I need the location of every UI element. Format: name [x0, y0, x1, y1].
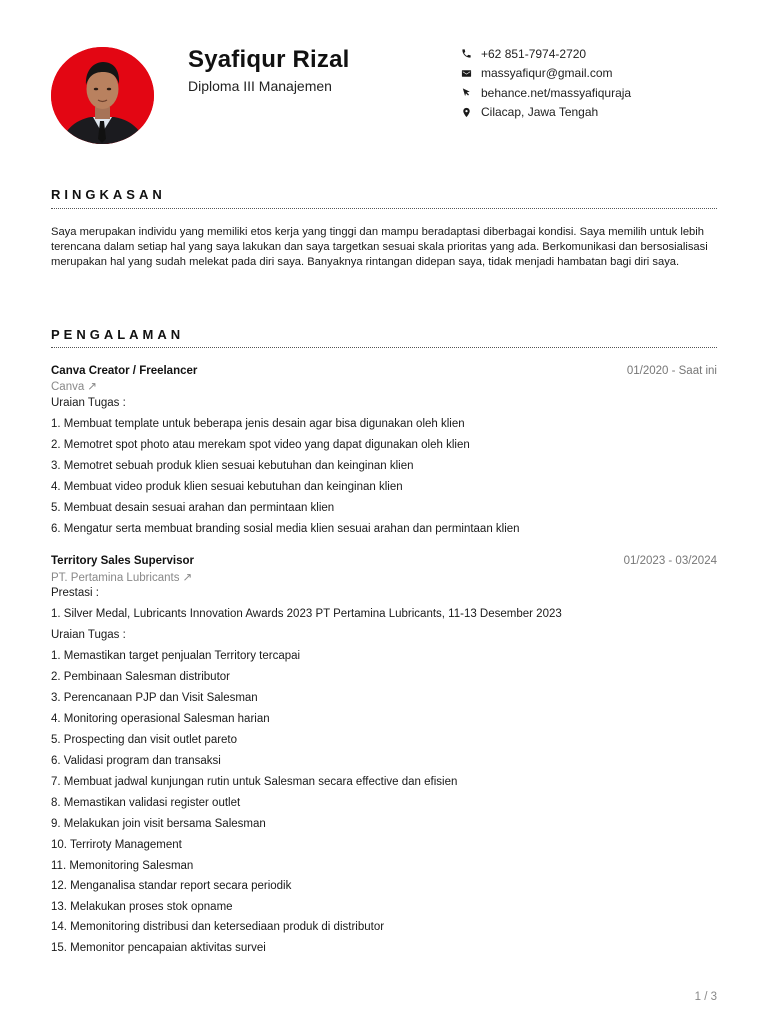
job-detail-line: 5. Prospecting dan visit outlet pareto: [51, 734, 238, 746]
contact-website-text: behance.net/massyafiquraja: [481, 85, 632, 100]
job-company-link[interactable]: Canva ↗: [51, 381, 98, 393]
location-pin-icon: [460, 106, 472, 118]
job-detail-line: 3. Memotret sebuah produk klien sesuai kebutuhan dan keinginan klien: [51, 460, 414, 472]
profile-photo: [51, 47, 154, 144]
job-detail-line: 7. Membuat jadwal kunjungan rutin untuk Salesman secara effective dan efisien: [51, 776, 458, 788]
job-detail-line: 6. Mengatur serta membuat branding sosial media klien sesuai arahan dan permintaan klien: [51, 523, 520, 535]
job-detail-line: 11. Memonitoring Salesman: [51, 860, 194, 872]
job-detail-line: 13. Melakukan proses stok opname: [51, 901, 233, 913]
job-detail-line: 12. Menganalisa standar report secara periodik: [51, 880, 292, 892]
job-title: Territory Sales Supervisor: [51, 555, 194, 567]
job-detail-line: 10. Terriroty Management: [51, 839, 182, 851]
job-detail-line: 5. Membuat desain sesuai arahan dan permintaan klien: [51, 502, 335, 514]
job-detail-line: 14. Memonitoring distribusi dan ketersediaan produk di distributor: [51, 921, 385, 933]
page-indicator: 1 / 3: [694, 991, 717, 1003]
contact-phone[interactable]: [460, 44, 631, 64]
summary-heading: RINGKASAN: [51, 187, 166, 202]
job-company-link[interactable]: PT. Pertamina Lubricants ↗: [51, 572, 193, 584]
job-detail-line: 6. Validasi program dan transaksi: [51, 755, 221, 767]
contact-list: [460, 44, 631, 122]
job-detail-line: 1. Silver Medal, Lubricants Innovation Awards 2023 PT Pertamina Lubricants, 11-13 Desember 2023: [51, 608, 562, 620]
summary-divider: [51, 208, 717, 209]
job-title: Canva Creator / Freelancer: [51, 365, 198, 377]
email-icon: [460, 67, 472, 79]
job-detail-line: Prestasi :: [51, 587, 99, 599]
job-detail-line: 4. Monitoring operasional Salesman harian: [51, 713, 270, 725]
job-detail-line: 1. Membuat template untuk beberapa jenis desain agar bisa digunakan oleh klien: [51, 418, 465, 430]
cursor-icon: [460, 87, 472, 99]
contact-email-text: massyafiqur@gmail.com: [481, 66, 613, 81]
job-detail-line: 3. Perencanaan PJP dan Visit Salesman: [51, 692, 258, 704]
contact-website[interactable]: [460, 83, 631, 103]
contact-email[interactable]: [460, 64, 631, 84]
phone-icon: [460, 48, 472, 60]
candidate-degree: Diploma III Manajemen: [188, 78, 332, 94]
job-date: 01/2020 - Saat ini: [626, 365, 717, 377]
job-detail-line: 2. Pembinaan Salesman distributor: [51, 671, 230, 683]
job-detail-line: Uraian Tugas :: [51, 397, 126, 409]
contact-phone-text: +62 851-7974-2720: [481, 46, 587, 61]
job-detail-line: 8. Memastikan validasi register outlet: [51, 797, 241, 809]
job-date: 01/2023 - 03/2024: [623, 555, 717, 567]
job-detail-line: Uraian Tugas :: [51, 629, 126, 641]
experience-divider: [51, 347, 717, 348]
job-detail-line: 1. Memastikan target penjualan Territory tercapai: [51, 650, 301, 662]
experience-heading: PENGALAMAN: [51, 327, 185, 342]
job-detail-line: 9. Melakukan join visit bersama Salesman: [51, 818, 266, 830]
job-detail-line: 2. Memotret spot photo atau merekam spot video yang dapat digunakan oleh klien: [51, 439, 470, 451]
summary-text: Saya merupakan individu yang memiliki etos kerja yang tinggi dan mampu beradaptasi diberbagai kondisi. Saya memilih untuk lebih terencana dalam setiap hal yang saya lakukan dan saya targetkan sesuai skala prioritas yang ada. Berkomunikasi dan bersosialisasi merupakan hal yang sudah melekat pada diri saya. Banyaknya rintangan didepan saya, tidak menjadi hambatan bagi diri saya.: [51, 226, 708, 268]
contact-location: [460, 103, 631, 123]
contact-location-text: Cilacap, Jawa Tengah: [481, 105, 599, 120]
job-detail-line: 15. Memonitor pencapaian aktivitas survei: [51, 942, 266, 954]
candidate-name: Syafiqur Rizal: [188, 46, 350, 73]
job-detail-line: 4. Membuat video produk klien sesuai kebutuhan dan keinginan klien: [51, 481, 403, 493]
